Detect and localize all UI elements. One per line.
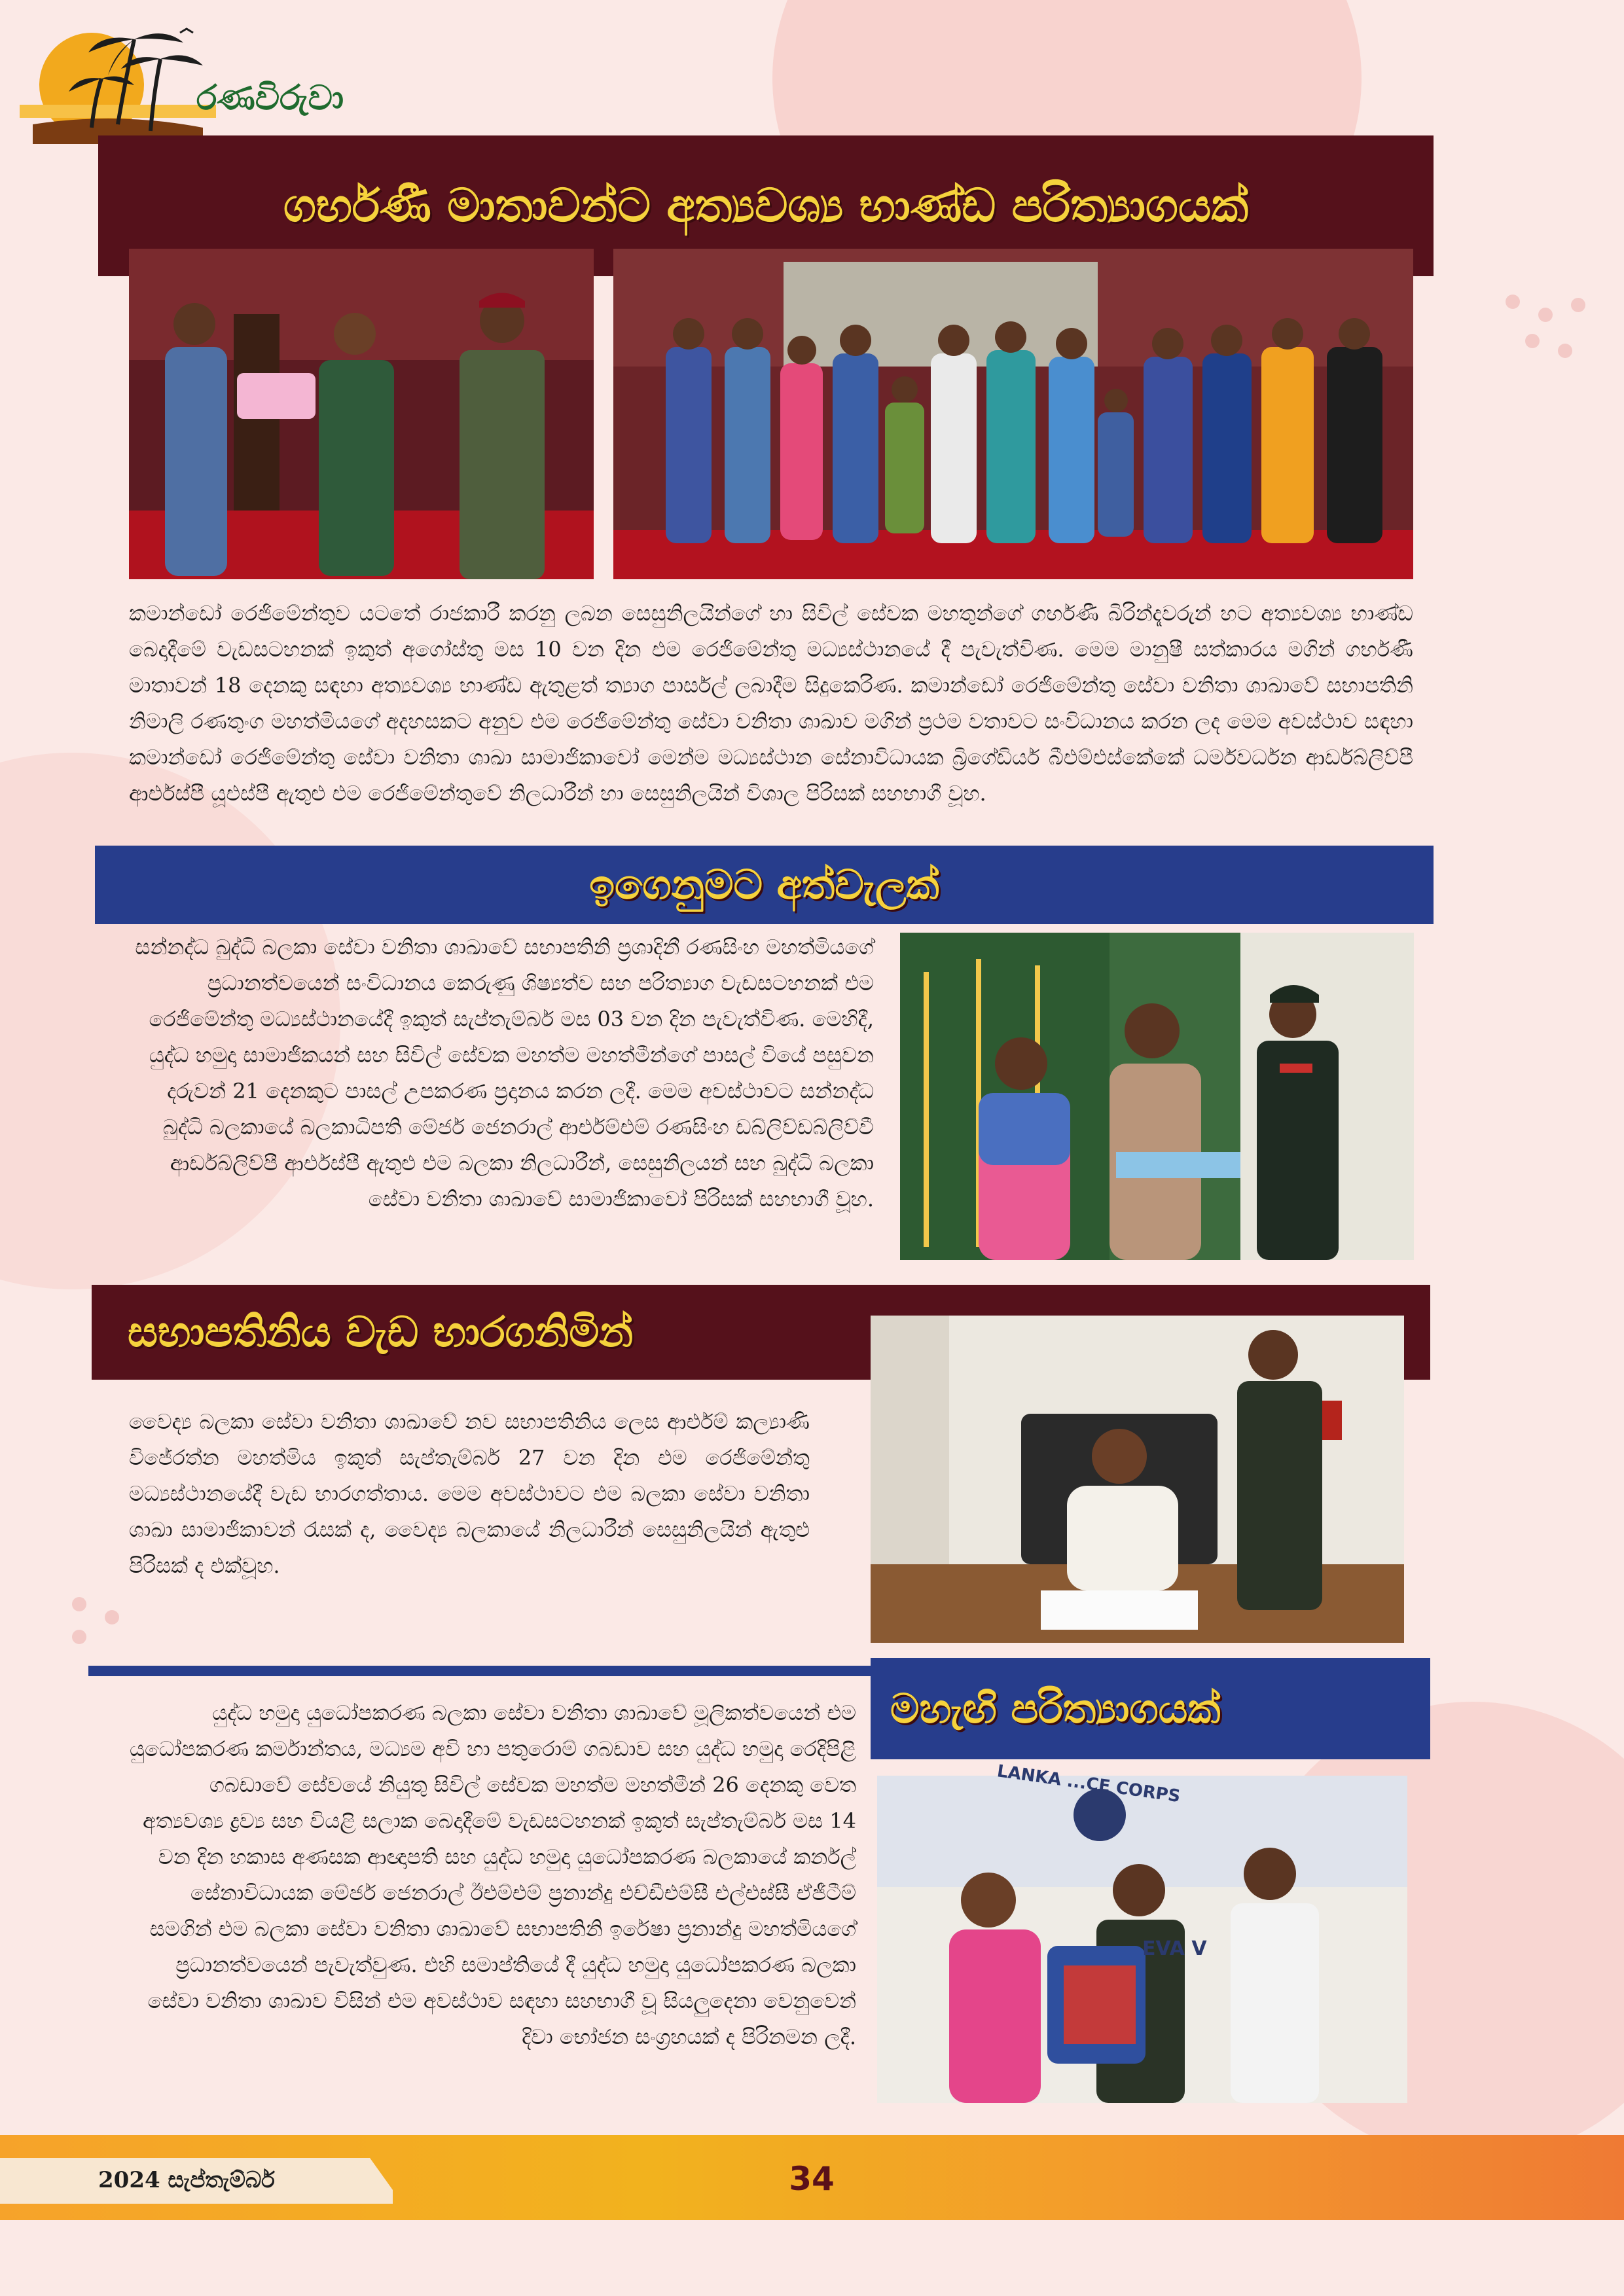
page-number: 34 [789, 2160, 835, 2198]
decor-dot [1571, 298, 1585, 312]
section3-photo-signing [871, 1316, 1404, 1643]
decor-dot [72, 1630, 86, 1644]
section2-title: ඉගෙනුමට අත්වැලක් [589, 861, 939, 908]
logo-text: රණවිරුවා [196, 79, 344, 118]
section1-body-wrapper [129, 596, 1413, 812]
section3-title: සභාපතිනිය වැඩ භාරගනිමින් [128, 1308, 634, 1357]
section2-body-wrapper [134, 929, 874, 1217]
section1-body: කමාන්ඩෝ රෙජිමේන්තුව යටතේ රාජකාරී කරනු ලබන සෙසුනිලයින්ගේ හා සිවිල් සේවක මහතුන්ගේ ගර්භණී බිරින්දෑවරුන් හට අත්‍යවශ්‍ය භාණ්ඩ බෙදාදීමේ වැඩසටහනක් ඉකුත් අගෝස්තු මස 10 වන දින එම රෙජිමේන්තු මධ්‍යස්ථානයේ දී පැවැත්විණ. මෙම මානුෂී සත්කාරය මගින් ගර්භණී මාතාවන් 18 දෙනකු සඳහා අත්‍යවශ්‍ය භාණ්ඩ ඇතුළත් ත්‍යාග පාර්සල් ලබාදීම සිදුකෙරිණ. කමාන්ඩෝ රෙජිමේන්තු සේවා වනිතා ශාඛාවේ සභාපතිනි නිමාලි රණතුංග මහත්මියගේ අදහසකට අනුව එම රෙජිමේන්තු සේවා වනිතා ශාඛාව මගින් ප්‍රථම වතාවට සංවිධානය කරන ලද මෙම අවස්ථාව සඳහා කමාන්ඩෝ රෙජිමේන්තු සේවා වනිතා ශාඛා සාමාජිකාවෝ මෙන්ම මධ්‍යස්ථාන සේනාවිධායක බ්‍රිගේඩියර් බීඑම්එස්කේකේ ධර්මවර්ධන ආර්ඩබ්ලිව්පී ආර්එස්පී යූඑස්පී ඇතුළු එම රෙජිමේන්තුවේ නිලධාරීන් හා සෙසුනිලයින් විශාල පිරිසක් සහභාගී වූහ. [129, 601, 1413, 806]
decor-dot [1525, 334, 1540, 348]
footer-date: 2024 සැප්තැම්බර් [98, 2167, 275, 2193]
decor-dot [105, 1610, 119, 1624]
decor-dot [1506, 295, 1520, 309]
decor-dot [72, 1597, 86, 1611]
photo-sign-text-2: EVA V [1142, 1937, 1207, 1960]
photo-sign-text: LANKA ...CE CORPS [996, 1761, 1182, 1807]
section4-title: මහැඟි පරිත්‍යාගයක් [890, 1684, 1221, 1732]
section1-photo-handover [129, 249, 594, 579]
section4-body-wrapper [130, 1695, 856, 2055]
section4-body: යුද්ධ හමුදා යුධෝපකරණ බලකා සේවා වනිතා ශාඛාවේ මූලිකත්වයෙන් එම යුධෝපකරණ කර්මාන්තය, මධ්‍යම අවි හා පතුරොම් ගබඩාව සහ යුද්ධ හමුදා රෙදිපිළි ගබඩාවේ සේවයේ නියුතු සිවිල් සේවක මහත්ම මහත්මීන් 26 දෙනකු වෙත අත්‍යවශ්‍ය ද්‍රව්‍ය සහ වියළි සලාක බෙදාදීමේ වැඩසටහනක් ඉකුත් සැප්තැම්බර් මස 14 වන දින හකාස අණසක ආඥාපති සහ යුද්ධ හමුදා යුධෝපකරණ බලකායේ කර්නල් සේනාවිධායක මේජර් ජෙනරාල් ඊඑම්එම් ප්‍රනාන්දු එච්ඩීඑම්සී එල්එස්සී ඒජීටීම් සමගින් එම බලකා සේවා වනිතා ශාඛාවේ සභාපතිනි ඉරේෂා ප්‍රනාන්දු මහත්මියගේ ප්‍රධානත්වයෙන් පැවැත්වුණ. එහි සමාප්තියේ දී යුද්ධ හමුදා යුධෝපකරණ බලකා සේවා වනිතා ශාඛාව විසින් එම අවස්ථාව සඳහා සහභාගී වූ සියලුදෙනා වෙනුවෙන් දිවා භෝජන සංග්‍රහයක් ද පිරිනමන ලදී. [130, 1700, 856, 2049]
section2-photo-scholarship [900, 933, 1414, 1260]
section2-title-banner [95, 846, 1434, 924]
decor-dot [1538, 308, 1553, 322]
section4-rule [88, 1666, 874, 1676]
section2-body: සන්නද්ධ බුද්ධි බලකා සේවා වනිතා ශාඛාවේ සභාපතිනි ප්‍රශාදිනී රණසිංහ මහත්මියගේ ප්‍රධානත්වයෙන් සංවිධානය කෙරුණු ශිෂ්‍යත්ව සහ පරිත්‍යාග වැඩසටහනක් එම රෙජිමේන්තු මධ්‍යස්ථානයේදී ඉකුත් සැප්තැම්බර් මස 03 වන දින පැවැත්විණ. මෙහිදී, යුද්ධ හමුදා සාමාජිකයන් සහ සිවිල් සේවක මහත්ම මහත්මීන්ගේ පාසල් වියේ පසුවන දරුවන් 21 දෙනකුට පාසල් උපකරණ ප්‍රදානය කරන ලදී. මෙම අවස්ථාවට සන්නද්ධ බුද්ධි බලකායේ බලකාධිපති මේජර් ජෙනරාල් ආර්එම්එම් රණසිංහ ඩබ්ලිව්ඩබ්ලිව්වී ආර්ඩබ්ලිව්පී ආර්එස්පී ඇතුළු එම බලකා නිලධාරීන්, සෙසුනිලයන් සහ බුද්ධි බලකා සේවා වනිතා ශාඛාවේ සාමාජිකාවෝ පිරිසක් සහභාගී වූහ. [135, 935, 874, 1211]
section1-title: ගර්භණී මාතාවන්ට අත්‍යවශ්‍ය භාණ්ඩ පරිත්‍යාගයක් [283, 179, 1249, 232]
section1-photo-group [613, 249, 1413, 579]
section3-body-wrapper [129, 1404, 810, 1584]
section4-title-banner [871, 1658, 1430, 1759]
decor-dot [1558, 344, 1572, 358]
section3-body: වෛද්‍ය බලකා සේවා වනිතා ශාඛාවේ නව සභාපතිනිය ලෙස ආර්එම් කල්‍යාණි විජේරත්න මහත්මිය ඉකුත් සැප්තැම්බර් 27 වන දින එම රෙජිමේන්තු මධ්‍යස්ථානයේදී වැඩ භාරගත්තාය. මෙම අවස්ථාවට එම බලකා සේවා වනිතා ශාඛා සාමාජිකාවන් රැසක් ද, වෛද්‍ය බලකායේ නිලධාරීන් සෙසුනිලයින් ඇතුළු පිරිසක් ද එක්වූහ. [129, 1409, 810, 1578]
